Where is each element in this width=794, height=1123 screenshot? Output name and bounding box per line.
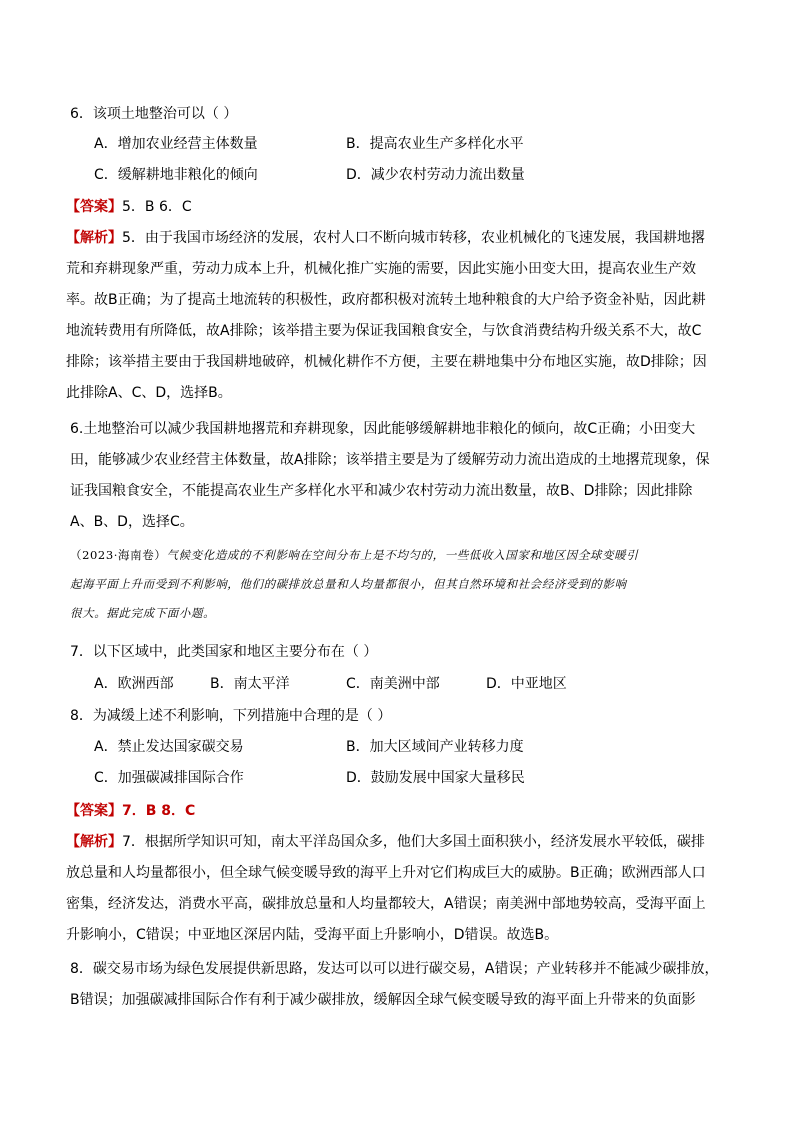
analysis-tag: 【解析】 [66, 230, 122, 246]
analysis-7 [66, 827, 716, 951]
analysis-6-line: 田，能够减少农业经营主体数量，故A排除；该举措主要是为了缓解劳动力流出造成的土地撂荒现象，保 [70, 452, 710, 468]
answer-5-6 [66, 197, 192, 217]
q6-option-b: B．提高农业生产多样化水平 [346, 136, 524, 152]
q8-option-b: B．加大区域间产业转移力度 [346, 739, 524, 755]
analysis-7-line: 放总量和人均量都很小，但全球气候变暖导致的海平上升对它们构成巨大的威胁。B正确；欧洲西部人口 [66, 865, 706, 881]
analysis-7-line: 密集，经济发达，消费水平高，碳排放总量和人均量都较大，A错误；南美洲中部地势较高，受海平面上 [66, 896, 706, 912]
analysis-6 [70, 414, 720, 538]
analysis-7-line: 7．根据所学知识可知，南太平洋岛国众多，他们大多国土面积狭小，经济发展水平较低，碳排 [122, 834, 705, 850]
q6-option-c: C．缓解耕地非粮化的倾向 [94, 167, 258, 183]
q7-option-a: A．欧洲西部 [94, 676, 174, 692]
material-line: 很大。据此完成下面小题。 [70, 606, 216, 620]
material-line: 起海平面上升而受到不利影响，他们的碳排放总量和人均量都很小，但其自然环境和社会经济受到的影响 [70, 577, 627, 591]
question-6-stem: 6．该项土地整治可以（ ） [70, 106, 238, 122]
analysis-8-line: B错误；加强碳减排国际合作有利于减少碳排放，缓解因全球气候变暖导致的海平面上升带来的负面影 [70, 992, 696, 1008]
q7-option-d: D．中亚地区 [486, 676, 567, 692]
analysis-5 [66, 223, 716, 409]
q7-option-c: C．南美洲中部 [346, 676, 440, 692]
q6-option-d: D．减少农村劳动力流出数量 [346, 167, 525, 183]
analysis-5-line: 率。故B正确；为了提高土地流转的积极性，政府都积极对流转土地种粮食的大户给予资金补贴，因此耕 [66, 292, 706, 308]
analysis-5-line: 地流转费用有所降低，故A排除；该举措主要为保证我国粮食安全，与饮食消费结构升级关系不大，故C [66, 323, 702, 339]
analysis-5-line: 排除；该举措主要由于我国耕地破碎，机械化耕作不方便，主要在耕地集中分布地区实施，故D排除；因 [66, 354, 707, 370]
material-line: 气候变化造成的不利影响在空间分布上是不均匀的，一些低收入国家和地区因全球变暖引 [166, 548, 639, 562]
q7-option-b: B．南太平洋 [210, 676, 290, 692]
material-source: （2023·海南卷） [70, 548, 167, 562]
analysis-5-line: 此排除A、C、D，选择B。 [66, 385, 232, 401]
answer-text: 7．B 8．C [122, 803, 196, 819]
question-8-stem: 8．为减缓上述不利影响，下列措施中合理的是（ ） [70, 708, 392, 724]
question-7-stem: 7．以下区域中，此类国家和地区主要分布在（ ） [70, 644, 378, 660]
q8-option-c: C．加强碳减排国际合作 [94, 770, 244, 786]
analysis-7-line: 升影响小，C错误；中亚地区深居内陆，受海平面上升影响小，D错误。故选B。 [66, 927, 559, 943]
answer-7-8 [66, 801, 195, 821]
answer-text: 5．B 6．C [122, 199, 192, 215]
analysis-tag: 【解析】 [66, 834, 122, 850]
analysis-8 [70, 954, 720, 1016]
analysis-6-line: A、B、D，选择C。 [70, 514, 194, 530]
q8-option-d: D．鼓励发展中国家大量移民 [346, 770, 525, 786]
analysis-5-line: 荒和弃耕现象严重，劳动力成本上升，机械化推广实施的需要，因此实施小田变大田，提高农业生产效 [66, 261, 696, 277]
analysis-6-line: 6.土地整治可以减少我国耕地撂荒和弃耕现象，因此能够缓解耕地非粮化的倾向，故C正确；小田变大 [70, 421, 696, 437]
analysis-5-line: 5．由于我国市场经济的发展，农村人口不断向城市转移，农业机械化的飞速发展，我国耕地撂 [122, 230, 705, 246]
answer-tag: 【答案】 [66, 199, 122, 215]
material-passage [70, 541, 720, 628]
q8-option-a: A．禁止发达国家碳交易 [94, 739, 244, 755]
answer-tag: 【答案】 [66, 803, 122, 819]
analysis-6-line: 证我国粮食安全，不能提高农业生产多样化水平和减少农村劳动力流出数量，故B、D排除；因此排除 [70, 483, 693, 499]
analysis-8-line: 8．碳交易市场为绿色发展提供新思路，发达可以可以进行碳交易，A错误；产业转移并不能减少碳排放， [70, 961, 719, 977]
q6-option-a: A．增加农业经营主体数量 [94, 136, 258, 152]
